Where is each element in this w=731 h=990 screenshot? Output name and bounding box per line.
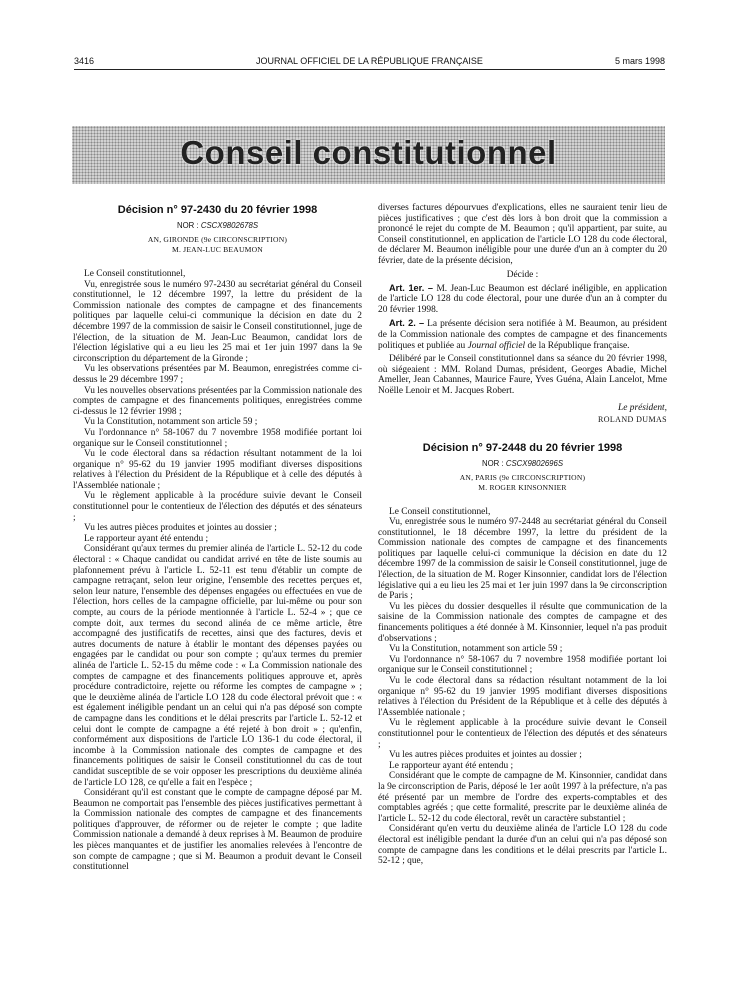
decision-1-candidate: M. JEAN-LUC BEAUMON [172,245,263,254]
page-header [74,56,665,68]
decision-2-nor [378,458,667,469]
paragraph: Vu la Constitution, notamment son article 59 ; [84,417,258,428]
section-title: Conseil constitutionnel [180,134,557,171]
paragraph: Vu l'ordonnance n° 58-1067 du 7 novembre 1958 modifiée portant loi organique sur le Conseil constitutionnel ; [73,427,362,449]
paragraph: Le Conseil constitutionnel, [84,269,186,279]
paragraph: Vu le code électoral dans sa rédaction résultant notamment de la loi organique n° 95-62 du 19 janvier 1995 modifiant diverses dispositions relatives à l'élection du Président de la République et à celle des députés à l'Assemblée nationale ; [378,676,667,718]
nor-code: CSCX9802678S [200,221,259,230]
paragraph: Vu les autres pièces produites et jointes au dossier ; [389,750,582,761]
paragraph: Vu le règlement applicable à la procédure suivie devant le Conseil constitutionnel pour le contentieux de l'élection des députés et des sénateurs ; [73,491,362,523]
article-2 [378,318,667,351]
paragraph: Le rapporteur ayant été entendu ; [389,760,514,771]
decision-1-continuation: diverses factures dépourvues d'explications, elles ne sauraient tenir lieu de pièces justificatives ; que c'est dès lors à bon droit que la commission a prononcé le rejet du compte de M. Beaumon ; qu'il appartient, par suite, au Conseil constitutionnel, en application de l'article LO 128 du code électoral, de déclarer M. Beaumon inéligible pour une durée d'un an à compter du 20 février, date de la présente décision, [378,203,667,266]
paragraph: Vu les pièces du dossier desquelles il résulte que communication de la saisine de la Commission nationale des comptes de campagne et des financements politiques a été donnée à M. Kinsonnier, lequel n'a pas produit d'observations ; [378,601,667,644]
issue-date: 5 mars 1998 [614,56,665,66]
section-banner [72,126,665,184]
decision-1-title: Décision n° 97-2430 du 20 février 1998 [117,204,318,216]
decision-2-title: Décision n° 97-2448 du 20 février 1998 [422,441,623,454]
article-2-label: Art. 2. – [389,318,425,329]
article-1 [378,283,667,316]
paragraph: Considérant qu'en vertu du deuxième alinéa de l'article LO 128 du code électoral est inéligible pendant la durée d'un an celui qui n'a pas déposé son compte de campagne dans les conditions et le délai prescrits par l'article L. 52-12 ; que, [378,824,667,867]
article-2-text-end: de la République française. [527,340,630,351]
deliberation: Délibéré par le Conseil constitutionnel dans sa séance du 20 février 1998, où siégeaient : MM. Roland Dumas, président, Georges Abadie, Michel Ameller, Jean Cabannes, Maurice Faure, Yves Guéna, Alain Lancelot, Mme Noëlle Lenoir et M. Jacques Robert. [378,354,667,396]
article-2-text: La présente décision sera notifiée à M. Beaumon, au président de la Commission nationale des comptes de campagne et des financements politiques et publiée au [378,319,667,351]
page-number: 3416 [74,56,95,66]
paragraph: Considérant qu'il est constant que le compte de campagne déposé par M. Beaumon ne comportait pas l'ensemble des pièces justificatives permettant à la Commission nationale des comptes de campagne et des financements politiques d'approuver, de réformer ou de rejeter le compte ; que ladite Commission nationale a demandé à deux reprises à M. Beaumon de produire les pièces manquantes et de justifier les anomalies relevées à l'encontre de son compte de campagne ; que si M. Beaumon a produit devant le Conseil constitutionnel [73,788,362,873]
decision-2-circonscription: AN, PARIS (9e CIRCONSCRIPTION) [459,472,586,482]
paragraph: Considérant qu'aux termes du premier alinéa de l'article L. 52-12 du code électoral : « Chaque candidat ou candidat arrivé en tête de liste soumis au plafonnement prévu à l'article L. 52-11 est tenu d'établir un compte de campagne retraçant, selon leur origine, l'ensemble des recettes perçues et, selon leur nature, l'ensemble des dépenses engagées ou effectuées en vue de l'élection, hors celles de la campagne officielle, par lui-même ou pour son compte, au cours de la période mentionnée à l'article L. 52-4 » ; que ce compte doit, aux termes du second alinéa de ce même article, être accompagné des justificatifs de recettes, ainsi que des factures, devis et autres documents de nature à établir le montant des dépenses payées ou engagées par le candidat ou pour son compte ; qu'aux termes du premier alinéa de l'article L. 52-15 du même code : « La Commission nationale des comptes de campagne et des financements politiques approuve et, après procédure contradictoire, rejette ou réforme les comptes de campagne » ; que le deuxième alinéa de l'article LO 128 du code électoral prévoit que : « est également inéligible pendant un an celui qui n'a pas déposé son compte de campagne dans les conditions et le délai prescrits par l'article L. 52-12 et celui dont le compte de campagne a été rejeté à bon droit » ; qu'enfin, conformément aux dispositions de l'article LO 136-1 du code électoral, il incombe à la Commission nationale des comptes de campagne et des financements politiques de saisir le Conseil constitutionnel du cas de tout candidat susceptible de se voir opposer les prescriptions du deuxième alinéa de l'article LO 128, ce qu'elle a fait en l'espèce ; [73,544,362,788]
header-rule [74,69,665,70]
nor-label: NOR : [481,458,504,468]
nor-label: NOR : [176,221,199,230]
paragraph: Vu les observations présentées par M. Beaumon, enregistrées comme ci-dessus le 29 décembre 1997 ; [73,364,362,385]
paragraph: Vu, enregistrée sous le numéro 97-2430 au secrétariat général du Conseil constitutionnel, le 12 décembre 1997, la lettre du président de la Commission nationale des comptes de campagne et des financements politiques par laquelle celui-ci communique la décision en date du 2 décembre 1997 de la commission de saisir le Conseil constitutionnel, juge de l'élection, de la situation de M. Jean-Luc Beaumon, candidat lors de l'élection législative qui a eu lieu les 25 mai et 1er juin 1997 dans la 9e circonscription du département de la Gironde ; [73,279,362,364]
article-1-text: M. Jean-Luc Beaumon est déclaré inéligible, en application de l'article LO 128 du code électoral, pour une durée d'un an à compter du 20 février 1998. [378,283,667,315]
decision-2-candidate: M. ROGER KINSONNIER [478,482,567,492]
paragraph: Vu le règlement applicable à la procédure suivie devant le Conseil constitutionnel pour le contentieux de l'élection des députés et des sénateurs ; [378,718,667,750]
paragraph: Vu l'ordonnance n° 58-1067 du 7 novembre 1958 modifiée portant loi organique sur le Conseil constitutionnel ; [378,654,667,676]
paragraph: Considérant que le compte de campagne de M. Kinsonnier, candidat dans la 9e circonscription de Paris, déposé le 1er août 1997 à la préfecture, n'a pas été présenté par un membre de l'ordre des experts-comptables et des comptables agréés ; que cette formalité, prescrite par le deuxième alinéa de l'article L. 52-12 du code électoral, revêt un caractère substantiel ; [378,771,667,824]
paragraph: Vu les autres pièces produites et jointes au dossier ; [84,523,277,534]
decide-heading: Décide : [506,269,539,280]
nor-code: CSCX9802696S [505,458,564,468]
journal-officiel-ref: Journal officiel [467,340,526,351]
paragraph: Vu les nouvelles observations présentées par la Commission nationale des comptes de campagne et des financements politiques, enregistrées comme ci-dessus le 12 février 1998 ; [73,385,362,417]
signature-role: Le président, [618,402,667,413]
paragraph: Le Conseil constitutionnel, [389,506,491,517]
signature-name: ROLAND DUMAS [597,414,667,424]
paragraph: Le rapporteur ayant été entendu ; [84,533,209,544]
right-column [378,203,667,867]
decision-1-circonscription: AN, GIRONDE (9e CIRCONSCRIPTION) [147,235,288,244]
decision-1-nor [73,220,362,231]
paragraph: Vu, enregistrée sous le numéro 97-2448 au secrétariat général du Conseil constitutionnel, le 18 décembre 1997, la lettre du président de la Commission nationale des comptes de campagne et des financements politiques par laquelle celui-ci communique la décision en date du 12 décembre 1997 de la commission de saisir le Conseil constitutionnel, juge de l'élection, de la situation de M. Roger Kinsonnier, candidat lors de l'élection législative qui a eu lieu les 25 mai et 1er juin 1997 dans la 9e circonscription de Paris ; [378,517,667,602]
journal-title: JOURNAL OFFICIEL DE LA RÉPUBLIQUE FRANÇAISE [256,56,483,66]
left-column [73,203,362,873]
paragraph: Vu le code électoral dans sa rédaction résultant notamment de la loi organique n° 95-62 du 19 janvier 1995 modifiant diverses dispositions relatives à l'élection du Président de la République et à celle des députés à l'Assemblée nationale ; [73,449,362,491]
article-1-label: Art. 1er. – [389,282,434,293]
paragraph: Vu la Constitution, notamment son article 59 ; [389,644,563,655]
